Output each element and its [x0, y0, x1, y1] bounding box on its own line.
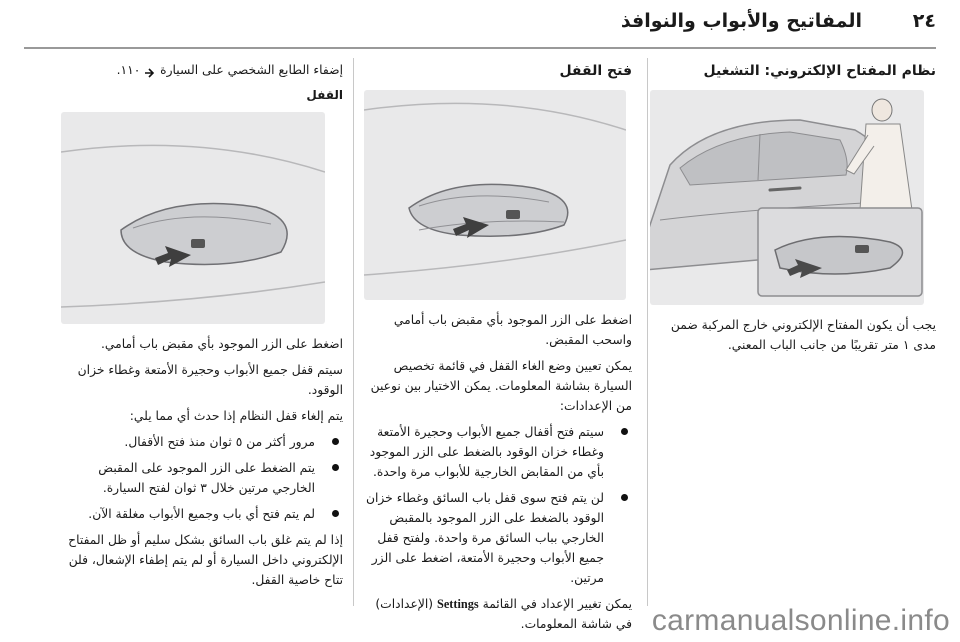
watermark: carmanualsonline.info	[651, 604, 950, 637]
illustration-unlock-handle	[364, 90, 626, 300]
list-item: يتم الضغط على الزر الموجود على المقبض الخارجي مرتين خلال ٣ ثوان لفتح السيارة.	[53, 458, 343, 498]
bullet-icon	[332, 438, 339, 445]
body-text: إضفاء الطابع الشخصي على السيارة ١١٠.	[116, 63, 343, 77]
body-text: يتم إلغاء قفل النظام إذا حدث أي مما يلي:	[129, 409, 343, 423]
body-text: اضغط على الزر الموجود بأي مقبض باب أمامي.	[100, 337, 343, 351]
list-item: مرور أكثر من ٥ ثوان منذ فتح الأقفال.	[53, 432, 343, 452]
bullet-icon	[332, 464, 339, 471]
column-divider	[353, 58, 354, 606]
column-unlock	[360, 60, 632, 640]
subsection-heading: القفل	[306, 88, 343, 102]
column-divider	[647, 58, 648, 606]
column-lock	[53, 60, 343, 596]
body-text: اضغط على الزر الموجود بأي مقبض باب أمامي واسحب المقبض.	[393, 313, 632, 347]
body-text: إذا لم يتم غلق باب السائق بشكل سليم أو ظل المفتاح الإلكتروني داخل السيارة أو لم يتم إطفاء الإشعال، فلن تتاح خاصية القفل.	[68, 533, 343, 587]
settings-menu-name: Settings	[437, 597, 479, 611]
list-item: لم يتم فتح أي باب وجميع الأبواب مغلقة الآن.	[53, 504, 343, 524]
body-text: يمكن تعيين وضع الغاء القفل في قائمة تخصيص السيارة بشاشة المعلومات. يمكن الاختيار بين نوعين من الإعدادات:	[370, 359, 632, 413]
bullet-icon	[332, 510, 339, 517]
list-item: لن يتم فتح سوى قفل باب السائق وغطاء خزان الوقود بالضغط على الزر الموجود بالمقبض الخارجي بباب السائق مرة واحدة. ولفتح قفل جميع الأبواب وحجيرة الأمتعة، اضغط على الزر مرتين.	[360, 488, 632, 588]
illustration-person-at-car	[650, 90, 924, 305]
list-item: سيتم فتح أقفال جميع الأبواب وحجيرة الأمتعة وغطاء خزان الوقود بالضغط على الزر الموجود بأي من المقابض الخارجية للأبواب مرة واحدة.	[360, 422, 632, 482]
chapter-title: المفاتيح والأبواب والنوافذ	[620, 10, 862, 32]
page-header	[0, 0, 960, 44]
bullet-list	[360, 422, 632, 588]
section-heading: فتح القفل	[559, 63, 632, 79]
header-rule	[24, 47, 936, 49]
body-text: سيتم قفل جميع الأبواب وحجيرة الأمتعة وغطاء خزان الوقود.	[77, 363, 343, 397]
body-text: يجب أن يكون المفتاح الإلكتروني خارج المركبة ضمن مدى ١ متر تقريبًا من جانب الباب المعني.	[670, 318, 936, 352]
bullet-icon	[621, 494, 628, 501]
column-electronic-key	[650, 60, 936, 361]
body-text: يمكن تغيير الإعداد في القائمة Settings (الإعدادات) في شاشة المعلومات.	[375, 597, 632, 631]
bullet-icon	[621, 428, 628, 435]
illustration-lock-handle	[61, 112, 325, 324]
bullet-list	[53, 432, 343, 524]
section-heading: نظام المفتاح الإلكتروني: التشغيل	[703, 63, 936, 79]
page-number: ٢٤	[912, 10, 936, 32]
unlock-arrow-icon	[144, 65, 156, 77]
